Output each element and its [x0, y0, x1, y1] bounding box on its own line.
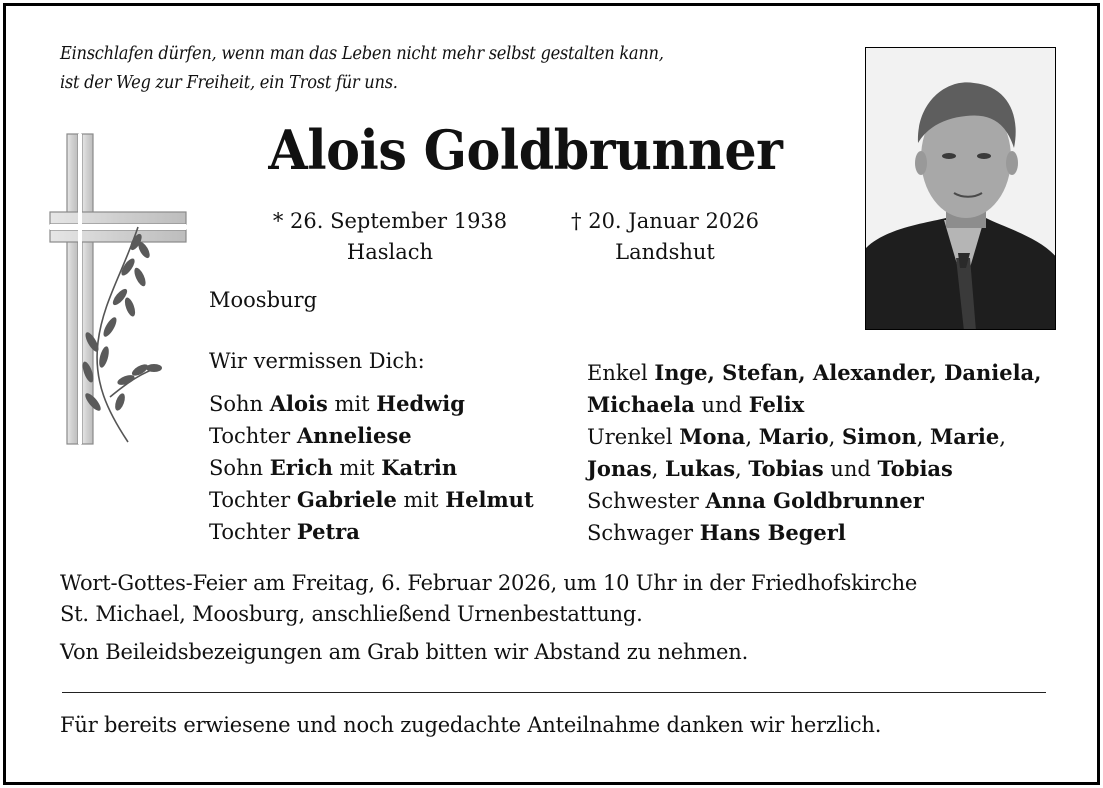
- relation-text: ,: [999, 425, 1006, 449]
- family-member-name: Alois: [269, 391, 328, 416]
- relation-text: Urenkel: [587, 425, 680, 449]
- relation-text: ,: [745, 425, 759, 449]
- family-member-name: Anna Goldbrunner: [705, 488, 924, 513]
- family-member-name: Anneliese: [296, 423, 412, 448]
- family-member-name: Hedwig: [376, 391, 465, 416]
- relation-text: Tochter: [209, 424, 297, 448]
- relation-text: Enkel: [587, 361, 655, 385]
- family-member-name: Felix: [748, 392, 805, 417]
- family-member-line: [209, 388, 534, 420]
- family-member-line: [587, 357, 1041, 389]
- portrait-photo: [865, 47, 1056, 330]
- family-member-name: Petra: [296, 519, 360, 544]
- family-member-name: Tobias: [877, 456, 953, 481]
- family-member-line: [587, 517, 1041, 549]
- family-member-name: Gabriele: [296, 487, 397, 512]
- family-member-line: [209, 452, 534, 484]
- relation-text: Sohn: [209, 456, 270, 480]
- relation-text: und: [694, 393, 749, 417]
- family-member-line: [587, 485, 1041, 517]
- relation-text: ,: [916, 425, 930, 449]
- family-member-name: Michaela: [587, 392, 695, 417]
- family-member-line: [209, 420, 534, 452]
- service-line-1: Wort-Gottes-Feier am Freitag, 6. Februar 2026, um 10 Uhr in der Friedhofskirche: [60, 571, 918, 595]
- relation-text: Schwager: [587, 521, 700, 545]
- service-line-2: St. Michael, Moosburg, anschließend Urnenbestattung.: [60, 602, 643, 626]
- memorial-quote: [60, 40, 664, 98]
- family-member-name: Hans Begerl: [699, 520, 846, 545]
- cross-with-olive-branch-icon: [48, 132, 198, 452]
- family-member-name: Lukas: [665, 456, 736, 481]
- death-date: † 20. Januar 2026: [571, 209, 759, 233]
- family-member-line: [209, 516, 534, 548]
- divider: [62, 692, 1046, 693]
- family-member-line: [587, 453, 1041, 485]
- relation-text: Tochter: [209, 488, 297, 512]
- relation-text: Schwester: [587, 489, 706, 513]
- family-member-name: Tobias: [748, 456, 824, 481]
- family-list-right: [587, 357, 1041, 549]
- family-member-name: Marie: [930, 424, 1000, 449]
- condolence-note: Von Beileidsbezeigungen am Grab bitten wir Abstand zu nehmen.: [60, 640, 749, 664]
- birth-place: Haslach: [346, 240, 434, 264]
- death-place: Landshut: [615, 240, 715, 264]
- family-member-name: Mona: [679, 424, 746, 449]
- death-info: [545, 206, 785, 268]
- birth-date: * 26. September 1938: [272, 209, 508, 233]
- family-member-name: Jonas: [587, 456, 652, 481]
- relation-text: mit: [396, 488, 446, 512]
- family-member-name: Simon: [842, 424, 917, 449]
- relation-text: Sohn: [209, 392, 270, 416]
- family-member-line: [587, 421, 1041, 453]
- family-member-line: [587, 389, 1041, 421]
- quote-line-2: ist der Weg zur Freiheit, ein Trost für uns.: [60, 73, 398, 93]
- relation-text: mit: [327, 392, 377, 416]
- relation-text: ,: [735, 457, 749, 481]
- family-member-line: [209, 484, 534, 516]
- relation-text: mit: [332, 456, 382, 480]
- quote-line-1: Einschlafen dürfen, wenn man das Leben nicht mehr selbst gestalten kann,: [60, 44, 664, 64]
- deceased-name: Alois Goldbrunner: [267, 118, 783, 182]
- birth-info: [250, 206, 530, 268]
- thanks-note: Für bereits erwiesene und noch zugedachte Anteilnahme danken wir herzlich.: [60, 713, 882, 737]
- family-heading: Wir vermissen Dich:: [209, 349, 425, 373]
- service-details: [60, 568, 917, 630]
- relation-text: ,: [651, 457, 665, 481]
- relation-text: und: [823, 457, 878, 481]
- family-member-name: Helmut: [445, 487, 534, 512]
- residence: Moosburg: [209, 288, 318, 312]
- family-member-name: Mario: [758, 424, 829, 449]
- family-member-name: Katrin: [381, 455, 458, 480]
- family-member-name: Inge, Stefan, Alexander, Daniela,: [654, 360, 1042, 385]
- family-member-name: Erich: [269, 455, 333, 480]
- relation-text: ,: [828, 425, 842, 449]
- family-list-left: [209, 388, 534, 548]
- relation-text: Tochter: [209, 520, 297, 544]
